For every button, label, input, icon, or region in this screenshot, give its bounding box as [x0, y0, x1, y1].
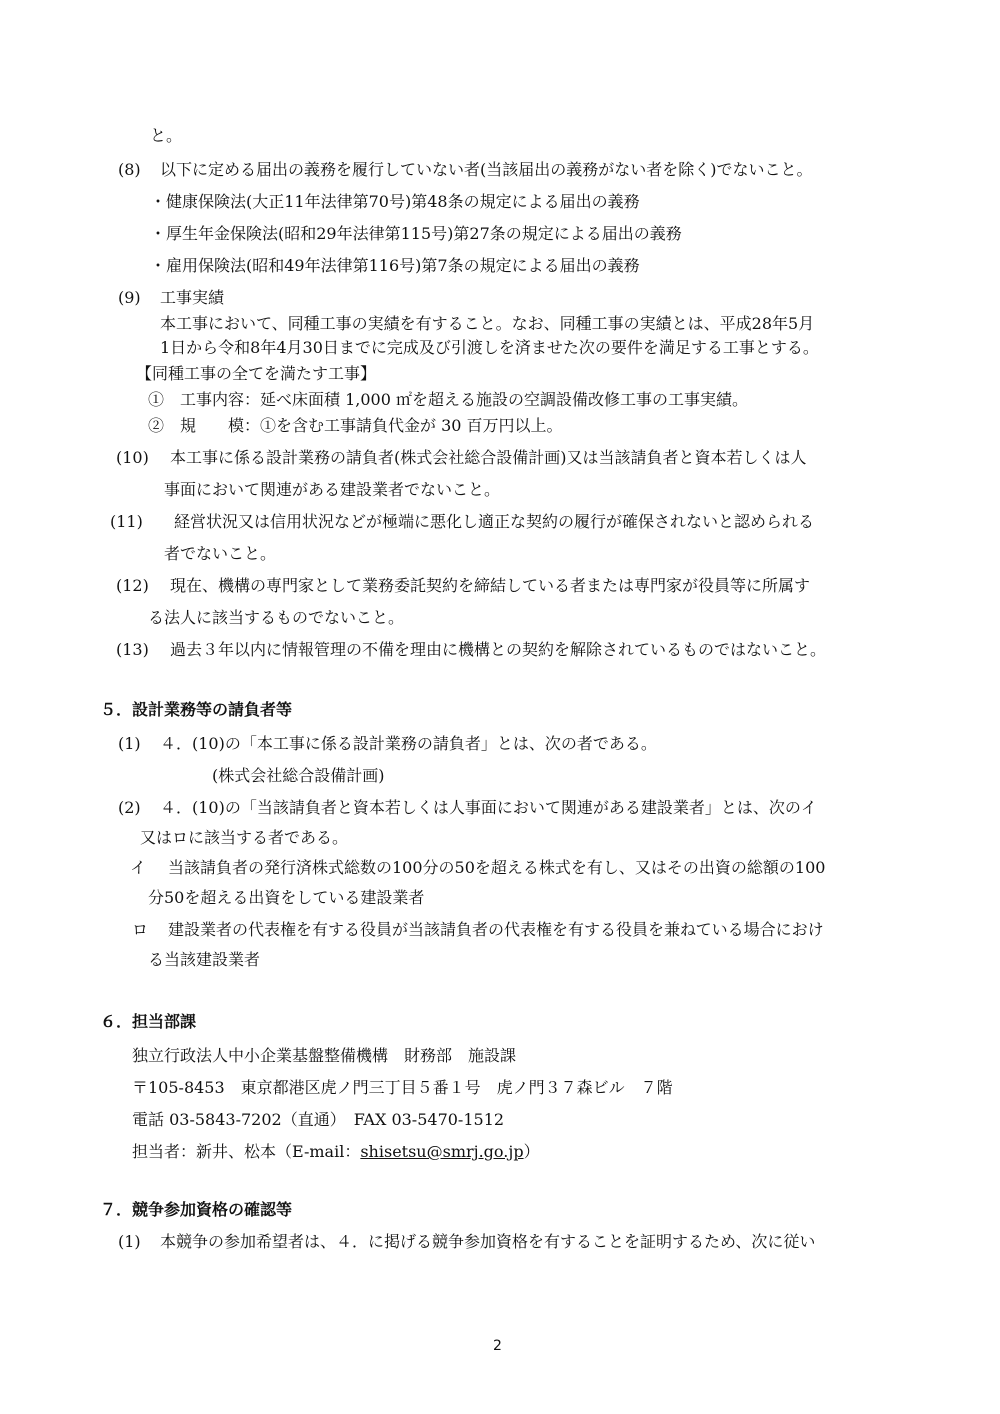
section-5-sub-ro-line: る当該建設業者	[148, 950, 261, 969]
item-12-line: る法人に該当するものでないこと。	[148, 608, 405, 627]
contact-suffix: ）	[523, 1142, 540, 1161]
section-7-item-1	[118, 1232, 815, 1252]
section-5-sub-ro	[132, 920, 824, 940]
section-5-item-2	[118, 798, 817, 818]
item-13-marker: (13)	[116, 640, 149, 659]
section-5-item-2-line: 又はロに該当する者である。	[140, 828, 349, 847]
item-9-title: 工事実績	[160, 288, 225, 307]
item-10-marker: (10)	[116, 448, 149, 467]
item-11-marker: (11)	[110, 512, 143, 531]
item-11	[110, 512, 814, 532]
section-5-item-2-line: ４．(10)の「当該請負者と資本若しくは人事面において関連がある建設業者」とは、次のイ	[160, 798, 817, 817]
section-5-sub-ro-line: 建設業者の代表権を有する役員が当該請負者の代表権を有する役員を兼ねている場合におけ	[168, 920, 824, 939]
item-12-marker: (12)	[116, 576, 149, 595]
item-8-bullet: ・健康保険法(大正11年法律第70号)第48条の規定による届出の義務	[150, 192, 640, 211]
item-9-line: 本工事において、同種工事の実績を有すること。なお、同種工事の実績とは、平成28年5月	[160, 314, 815, 333]
section-5-heading: ５．設計業務等の請負者等	[100, 700, 293, 719]
section-5-sub-ro-marker: ロ	[132, 920, 149, 939]
item-10-line: 事面において関連がある建設業者でないこと。	[164, 480, 501, 499]
continuation-text: と。	[150, 126, 183, 145]
section-5-sub-i-line: 当該請負者の発行済株式総数の100分の50を超える株式を有し、又はその出資の総額の100	[168, 858, 826, 877]
department-name: 独立行政法人中小企業基盤整備機構 財務部 施設課	[132, 1046, 517, 1065]
item-9-line: 1日から令和8年4月30日までに完成及び引渡しを済ませた次の要件を満足する工事とする。	[160, 338, 819, 357]
item-9	[118, 288, 224, 308]
item-10-line: 本工事に係る設計業務の請負者(株式会社総合設備計画)又は当該請負者と資本若しくは人	[170, 448, 807, 467]
item-9-requirement: ② 規 模：①を含む工事請負代金が 30 百万円以上。	[148, 416, 563, 435]
page-number: 2	[493, 1338, 502, 1354]
contact-prefix: 担当者：新井、松本（E-mail：	[132, 1142, 361, 1161]
section-5-sub-i-marker: イ	[130, 858, 147, 877]
section-7-item-1-marker: (1)	[118, 1232, 141, 1251]
section-5-item-1-marker: (1)	[118, 734, 141, 753]
item-10	[116, 448, 807, 468]
item-13	[116, 640, 826, 660]
item-9-requirement: ① 工事内容：延べ床面積 1,000 ㎡を超える施設の空調設備改修工事の工事実績。	[148, 390, 748, 409]
item-8	[118, 160, 813, 180]
item-8-bullet: ・雇用保険法(昭和49年法律第116号)第7条の規定による届出の義務	[150, 256, 640, 275]
department-address: 〒105-8453 東京都港区虎ノ門三丁目５番１号 虎ノ門３７森ビル ７階	[132, 1078, 673, 1097]
item-9-marker: (9)	[118, 288, 141, 307]
item-13-text: 過去３年以内に情報管理の不備を理由に機構との契約を解除されているものではないこと。	[170, 640, 827, 659]
department-contact	[132, 1142, 540, 1162]
section-7-heading: ７．競争参加資格の確認等	[100, 1200, 293, 1219]
section-5-item-2-marker: (2)	[118, 798, 141, 817]
item-11-line: 経営状況又は信用状況などが極端に悪化し適正な契約の履行が確保されないと認められる	[174, 512, 815, 531]
email-link[interactable]: shisetsu@smrj.go.jp	[360, 1142, 524, 1161]
section-5-sub-i-line: 分50を超える出資をしている建設業者	[148, 888, 425, 907]
department-phone: 電話 03-5843-7202（直通） FAX 03-5470-1512	[132, 1110, 505, 1129]
section-6-heading: ６．担当部課	[100, 1012, 197, 1031]
section-7-item-1-text: 本競争の参加希望者は、４．に掲げる競争参加資格を有することを証明するため、次に従い	[160, 1232, 816, 1251]
section-5-sub-i	[130, 858, 825, 878]
section-5-item-1-sub: (株式会社総合設備計画)	[212, 766, 385, 785]
item-12-line: 現在、機構の専門家として業務委託契約を締結している者または専門家が役員等に所属す	[170, 576, 811, 595]
item-8-marker: (8)	[118, 160, 141, 179]
item-8-text: 以下に定める届出の義務を履行していない者(当該届出の義務がない者を除く)でないこと。	[160, 160, 813, 179]
section-5-item-1-text: ４．(10)の「本工事に係る設計業務の請負者」とは、次の者である。	[160, 734, 657, 753]
item-9-requirement-title: 【同種工事の全てを満たす工事】	[136, 364, 377, 383]
item-11-line: 者でないこと。	[164, 544, 277, 563]
section-5-item-1	[118, 734, 657, 754]
item-12	[116, 576, 810, 596]
item-8-bullet: ・厚生年金保険法(昭和29年法律第115号)第27条の規定による届出の義務	[150, 224, 682, 243]
